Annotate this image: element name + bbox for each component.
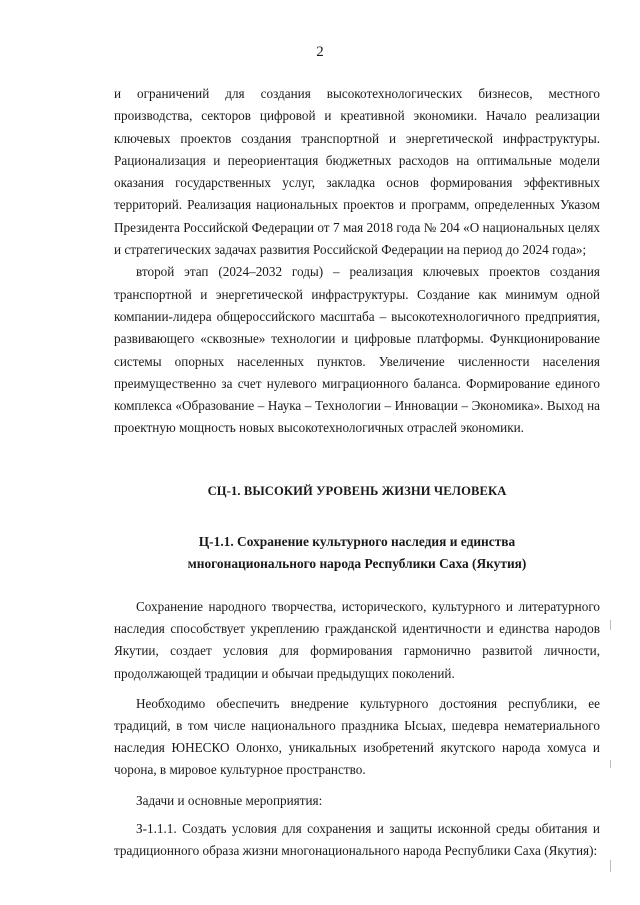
body-text-bottom bbox=[114, 596, 600, 862]
paragraph-task-1-1-1: З-1.1.1. Создать условия для сохранения и защиты исконной среды обитания и традиционного образа жизни многонационального народа Республики Саха (Якутия): bbox=[114, 820, 600, 859]
paragraph-second-stage: второй этап (2024–2032 годы) – реализация ключевых проектов создания транспортной и энергетической инфраструктуры. Создание как минимум одной компании-лидера общероссийского масштаба – высокотехнологичного предприятия, развивающего «сквозные» технологии и цифровые платформы. Функционирование системы опорных населенных пунктов. Увеличение численности населения преимущественно за счет нулевого миграционного баланса. Формирование единого комплекса «Образование – Наука – Технологии – Инновации – Экономика». Выход на проектную мощность новых высокотехнологичных отраслей экономики. bbox=[114, 264, 600, 436]
subsection-heading-line1: Ц-1.1. Сохранение культурного наследия и единства bbox=[198, 534, 516, 549]
page-number: 2 bbox=[316, 44, 324, 60]
subsection-heading-line2: многонационального народа Республики Саха (Якутия) bbox=[187, 556, 527, 571]
scan-margin-mark bbox=[610, 860, 611, 872]
scan-margin-mark bbox=[610, 760, 611, 768]
paragraph-first-stage-continued: и ограничений для создания высокотехнологических бизнесов, местного производства, секторов цифровой и креативной экономики. Начало реализации ключевых проектов создания транспортной и энергетической инфраструктуры. Рационализация и переориентация бюджетных расходов на оптимальные модели оказания государственных услуг, закладка основ формирования эффективных территорий. Реализация национальных проектов и программ, определенных Указом Президента Российской Федерации от 7 мая 2018 года № 204 «О национальных целях и стратегических задачах развития Российской Федерации на период до 2024 года»; bbox=[114, 86, 600, 258]
paragraph-tasks-heading: Задачи и основные мероприятия: bbox=[136, 792, 323, 808]
paragraph-heritage: Сохранение народного творчества, исторического, культурного и литературного наследия способствует укреплению гражданской идентичности и единства народов Якутии, создает условия для формирования гармонично развитой личности, продолжающей традиции и обычаи предыдущих поколений. bbox=[114, 599, 600, 681]
paragraph-cultural-values: Необходимо обеспечить внедрение культурного достояния республики, ее традиций, в том числе национального праздника Ысыах, шедевра нематериального наследия ЮНЕСКО Олонхо, уникальных изобретений якутского народа хомуса и чорона, в мировое культурное пространство. bbox=[114, 695, 600, 778]
section-heading: СЦ-1. ВЫСОКИЙ УРОВЕНЬ ЖИЗНИ ЧЕЛОВЕКА bbox=[207, 484, 507, 498]
body-text-top bbox=[114, 83, 600, 440]
scan-margin-mark bbox=[610, 620, 611, 630]
